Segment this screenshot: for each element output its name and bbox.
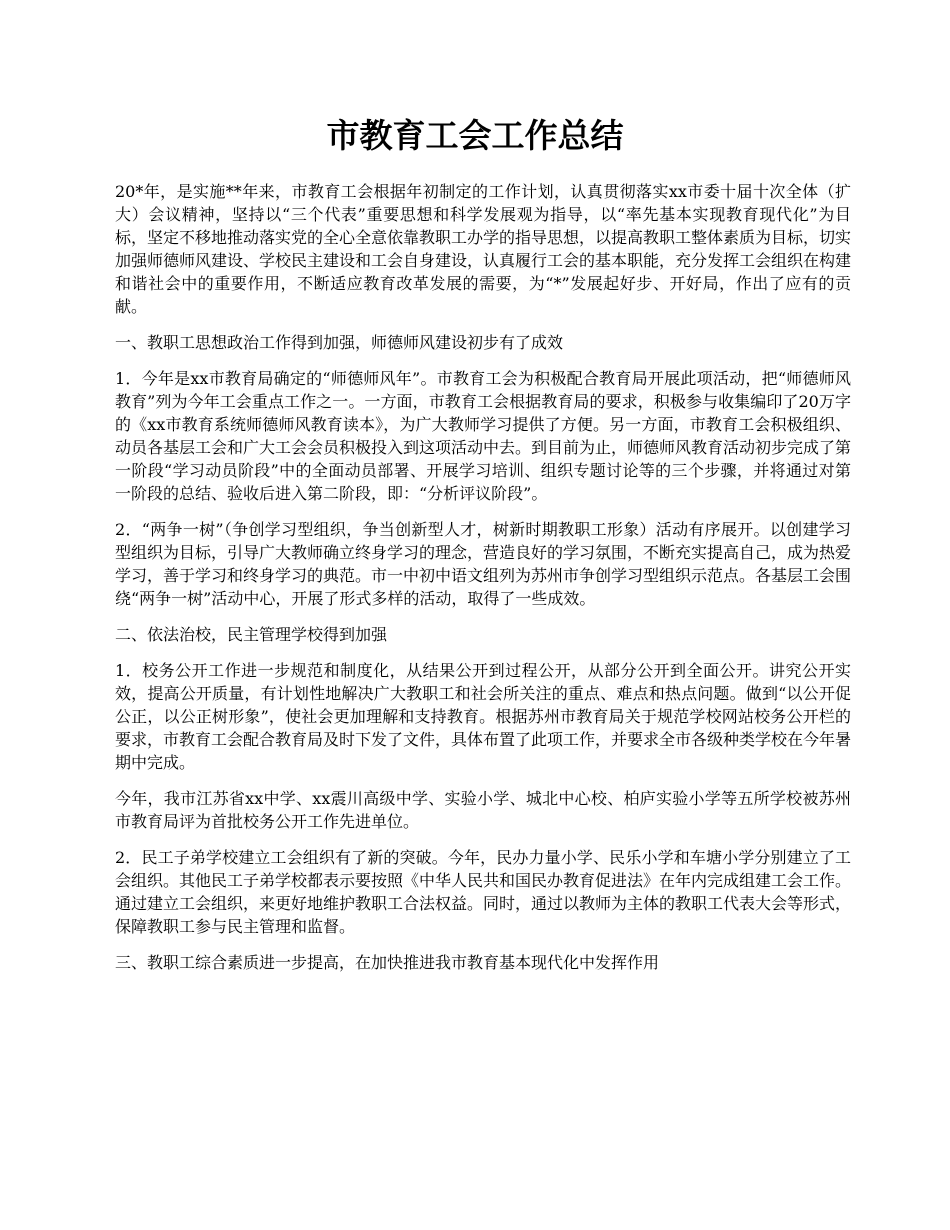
paragraph-2-2: 2．民工子弟学校建立工会组织有了新的突破。今年，民办力量小学、民乐小学和车塘小学分别建立了工会组织。其他民工子弟学校都表示要按照《中华人民共和国民办教育促进法》在年内完成组建工会工作。通过建立工会组织，来更好地维护教职工合法权益。同时，通过以教师为主体的教职工代表大会等形式，保障教职工参与民主管理和监督。 — [115, 848, 852, 936]
document-body — [115, 180, 851, 987]
section-heading-3: 三、教职工综合素质进一步提高，在加快推进我市教育基本现代化中发挥作用 — [115, 953, 660, 972]
paragraph-1-1: 1．今年是xx市教育局确定的“师德师风年”。市教育工会为积极配合教育局开展此项活动，把“师德师风教育”列为今年工会重点工作之一。一方面，市教育工会根据教育局的要求，积极参与收集编印了20万字的《xx市教育系统师德师风教育读本》，为广大教师学习提供了方便。另一方面，市教育工会积极组织、动员各基层工会和广大工会会员积极投入到这项活动中去。到目前为止，师德师风教育活动初步完成了第一阶段“学习动员阶段”中的全面动员部署、开展学习培训、组织专题讨论等的三个步骤，并将通过对第一阶段的总结、验收后进入第二阶段，即：“分析评议阶段”。 — [115, 369, 852, 503]
section-heading-2: 二、依法治校，民主管理学校得到加强 — [115, 625, 388, 644]
paragraph-2-1: 1．校务公开工作进一步规范和制度化，从结果公开到过程公开，从部分公开到全面公开。讲究公开实效，提高公开质量，有计划性地解决广大教职工和社会所关注的重点、难点和热点问题。做到“以公开促公正，以公正树形象”，使社会更加理解和支持教育。根据苏州市教育局关于规范学校网站校务公开栏的要求，市教育工会配合教育局及时下发了文件，具体布置了此项工作，并要求全市各级种类学校在今年暑期中完成。 — [115, 661, 852, 772]
document-title: 市教育工会工作总结 — [326, 116, 624, 155]
paragraph-2-1-cont: 今年，我市江苏省xx中学、xx震川高级中学、实验小学、城北中心校、柏庐实验小学等五所学校被苏州市教育局评为首批校务公开工作先进单位。 — [115, 789, 851, 831]
paragraph-intro: 20*年，是实施**年来，市教育工会根据年初制定的工作计划，认真贯彻落实xx市委十届十次全体（扩大）会议精神，坚持以“三个代表”重要思想和科学发展观为指导，以“率先基本实现教育现代化”为目标，坚定不移地推动落实党的全心全意依靠教职工办学的指导思想，以提高教职工整体素质为目标，切实加强师德师风建设、学校民主建设和工会自身建设，认真履行工会的基本职能，充分发挥工会组织在构建和谐社会中的重要作用，不断适应教育改革发展的需要，为“*”发展起好步、开好局，作出了应有的贡献。 — [115, 182, 852, 316]
section-heading-1: 一、教职工思想政治工作得到加强，师德师风建设初步有了成效 — [115, 333, 564, 352]
paragraph-1-2: 2．“两争一树”（争创学习型组织，争当创新型人才，树新时期教职工形象）活动有序展开。以创建学习型组织为目标，引导广大教师确立终身学习的理念，营造良好的学习氛围，不断充实提高自己，成为热爱学习，善于学习和终身学习的典范。市一中初中语文组列为苏州市争创学习型组织示范点。各基层工会围绕“两争一树”活动中心，开展了形式多样的活动，取得了一些成效。 — [115, 520, 852, 608]
